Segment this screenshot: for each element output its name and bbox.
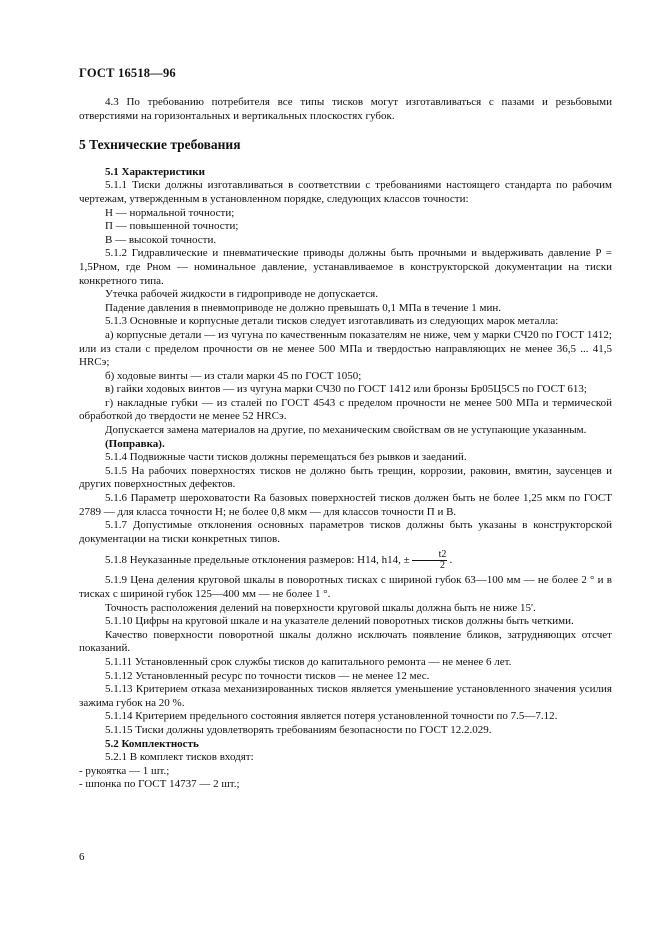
paragraph: Падение давления в пневмоприводе не должно превышать 0,1 МПа в течение 1 мин. [105, 301, 502, 314]
fraction-numerator: t2 [412, 550, 448, 561]
paragraph: 5.1.10 Цифры на круговой шкале и на указателе делений поворотных тисков должны быть четкими. [105, 615, 574, 628]
paragraph: 5.1.2 Гидравлические и пневматические приводы должны быть прочными и выдерживать давление P = 1,5Pном, где Pном — номинальное давление, устанавливаемое в конструкторской документации на тиски конкретного типа. [79, 247, 612, 287]
fraction-denominator: 2 [440, 560, 446, 572]
paragraph: 5.1.12 Установленный ресурс по точности тисков — не менее 12 мес. [105, 669, 430, 682]
document-body [79, 96, 612, 792]
list-item: г) накладные губки — из сталей по ГОСТ 4543 с пределом прочности не менее 500 МПа и термической обработкой до твердости не менее 52 HRCэ. [79, 396, 612, 423]
paragraph: 5.1.1 Тиски должны изготавливаться в соответствии с требованиями настоящего стандарта по рабочим чертежам, утвержденным в установленном порядке, следующих классов точности: [79, 179, 612, 205]
list-item: П — повышенной точности; [105, 220, 239, 233]
paragraph: 4.3 По требованию потребителя все типы тисков могут изготавливаться с пазами и резьбовыми отверстиями на горизонтальных и вертикальных плоскостях губок. [79, 96, 612, 122]
paragraph: 5.1.5 На рабочих поверхностях тисков не должно быть трещин, коррозии, раковин, вмятин, заусенцев и других поверхностных дефектов. [79, 464, 612, 491]
list-item: - рукоятка — 1 шт.; [79, 764, 170, 777]
formula-paragraph [79, 550, 612, 571]
paragraph: 5.1.7 Допустимые отклонения основных параметров тисков должны быть указаны в конструкторской документации на тиски конкретных типов. [79, 519, 612, 545]
paragraph: 5.1.11 Установленный срок службы тисков до капитального ремонта — не менее 6 лет. [105, 655, 512, 668]
list-item: в) гайки ходовых винтов — из чугуна марки СЧ30 по ГОСТ 1412 или бронзы Бр05Ц5С5 по ГОСТ 613; [105, 383, 587, 396]
list-item: - шпонка по ГОСТ 14737 — 2 шт.; [79, 778, 240, 791]
paragraph: Точность расположения делений на поверхности круговой шкалы должна быть не ниже 15'. [105, 601, 536, 614]
fraction [412, 550, 448, 571]
list-item: В — высокой точности. [105, 233, 217, 246]
list-item: б) ходовые винты — из стали марки 45 по ГОСТ 1050; [105, 369, 362, 382]
page-number: 6 [79, 851, 85, 863]
paragraph: 5.2.1 В комплект тисков входят: [105, 751, 254, 764]
paragraph: 5.1.6 Параметр шероховатости Ra базовых поверхностей тисков должен быть не более 1,25 мкм по ГОСТ 2789 — для класса точности Н; не более 0,8 мкм — для классов точности П и В. [79, 492, 612, 518]
page-header: ГОСТ 16518—96 [79, 66, 176, 80]
paragraph: 5.1.15 Тиски должны удовлетворять требованиям безопасности по ГОСТ 12.2.029. [105, 723, 492, 736]
section-heading: 5 Технические требования [79, 137, 241, 153]
formula-text: 5.1.8 Неуказанные предельные отклонения размеров: H14, h14, ± [105, 554, 410, 567]
paragraph: Допускается замена материалов на другие, по механическим свойствам σв не уступающие указанным. [105, 424, 587, 437]
paragraph: 5.1.4 Подвижные части тисков должны перемещаться без рывков и заеданий. [105, 451, 467, 464]
paragraph: 5.1.14 Критерием предельного состояния является потеря установленной точности по 7.5—7.12. [105, 710, 558, 723]
list-item: Н — нормальной точности; [105, 206, 235, 219]
paragraph: Качество поверхности поворотной шкалы должно исключать появление бликов, затрудняющих отсчет показаний. [79, 628, 612, 655]
paragraph: Утечка рабочей жидкости в гидроприводе не допускается. [105, 288, 378, 301]
list-item: а) корпусные детали — из чугуна по качественным показателям не ниже, чем у марки СЧ20 по ГОСТ 1412; или из стали с пределом прочности σв не менее 500 МПа и твердостью направляющих не менее 36,5 ... 41,5 HRCэ; [79, 328, 612, 369]
amendment-note: (Поправка). [105, 437, 165, 450]
subsection-heading: 5.2 Комплектность [105, 737, 199, 750]
subsection-heading: 5.1 Характеристики [105, 165, 205, 178]
paragraph: 5.1.9 Цена деления круговой шкалы в поворотных тисках с шириной губок 63—100 мм — не более 2 ° и в тисках с шириной губок 125—400 мм — не более 1 °. [79, 574, 612, 600]
paragraph: 5.1.3 Основные и корпусные детали тисков следует изготавливать из следующих марок металла: [105, 315, 559, 328]
paragraph: 5.1.13 Критерием отказа механизированных тисков является уменьшение установленного значения усилия зажима губок на 20 %. [79, 683, 612, 709]
formula-end: . [449, 554, 453, 567]
